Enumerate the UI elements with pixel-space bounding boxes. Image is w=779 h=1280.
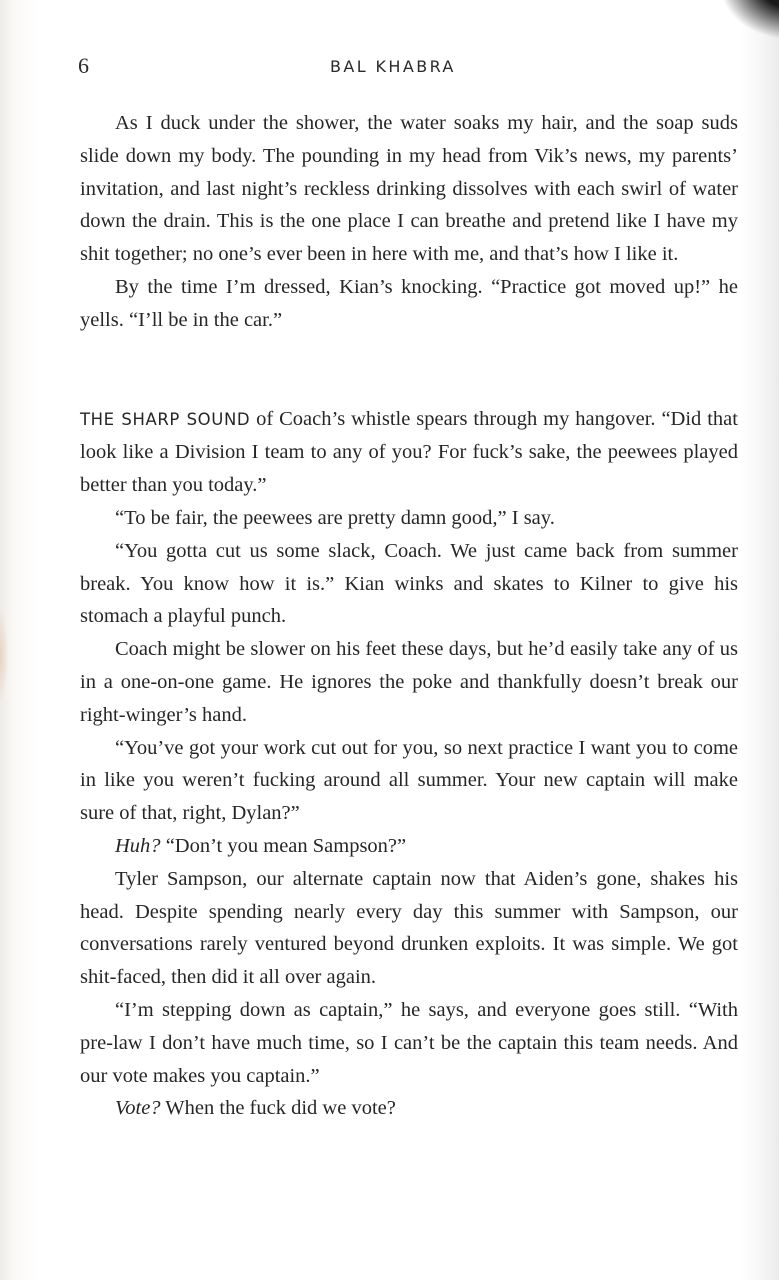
corner-shadow xyxy=(719,0,779,40)
paragraph-3-text: of Coach’s whistle spears through my hangover. “Did that look like a Division I team to any of you? For fuck’s sake, the peewees played better than you today.” xyxy=(80,407,738,497)
italic-thought: Huh? xyxy=(115,834,161,857)
paragraph-11-text: When the fuck did we vote? xyxy=(160,1097,396,1120)
running-head: BAL KHABRA xyxy=(330,57,456,76)
paragraph-7: “You’ve got your work cut out for you, so next practice I want you to come in like you weren’t fucking around all summer. Your new captain will make sure of that, right, Dylan?” xyxy=(80,736,738,825)
body-text xyxy=(80,107,738,1125)
paragraph-8-text: “Don’t you mean Sampson?” xyxy=(160,834,407,857)
paragraph-9: Tyler Sampson, our alternate captain now that Aiden’s gone, shakes his head. Despite spending nearly every day this summer with Sampson, our conversations rarely ventured beyond drunken exploits. It was simple. We got shit-faced, then did it all over again. xyxy=(80,867,738,989)
italic-thought: Vote? xyxy=(115,1097,161,1120)
spine-shadow xyxy=(0,610,8,700)
paragraph-8 xyxy=(80,830,738,863)
page-number: 6 xyxy=(78,53,89,78)
section-lead-in: THE SHARP SOUND xyxy=(80,409,251,429)
paragraph-11 xyxy=(80,1092,738,1125)
paragraph-3 xyxy=(80,403,738,502)
paragraph-1: As I duck under the shower, the water soaks my hair, and the soap suds slide down my body. The pounding in my head from Vik’s news, my parents’ invitation, and last night’s reckless drinking dissolves with each swirl of water down the drain. This is the one place I can breathe and pretend like I have my shit together; no one’s ever been in here with me, and that’s how I like it. xyxy=(80,112,738,266)
paragraph-4: “To be fair, the peewees are pretty damn good,” I say. xyxy=(115,506,555,529)
paragraph-5: “You gotta cut us some slack, Coach. We just came back from summer break. You know how it is.” Kian winks and skates to Kilner to give his stomach a playful punch. xyxy=(80,539,738,628)
paragraph-6: Coach might be slower on his feet these days, but he’d easily take any of us in a one-on-one game. He ignores the poke and thankfully doesn’t break our right-winger’s hand. xyxy=(80,638,738,726)
section-break xyxy=(80,337,738,403)
paragraph-10: “I’m stepping down as captain,” he says, and everyone goes still. “With pre-law I don’t have much time, so I can’t be the captain this team needs. And our vote makes you captain.” xyxy=(80,998,738,1087)
paragraph-2: By the time I’m dressed, Kian’s knocking. “Practice got moved up!” he yells. “I’ll be in the car.” xyxy=(80,275,738,331)
